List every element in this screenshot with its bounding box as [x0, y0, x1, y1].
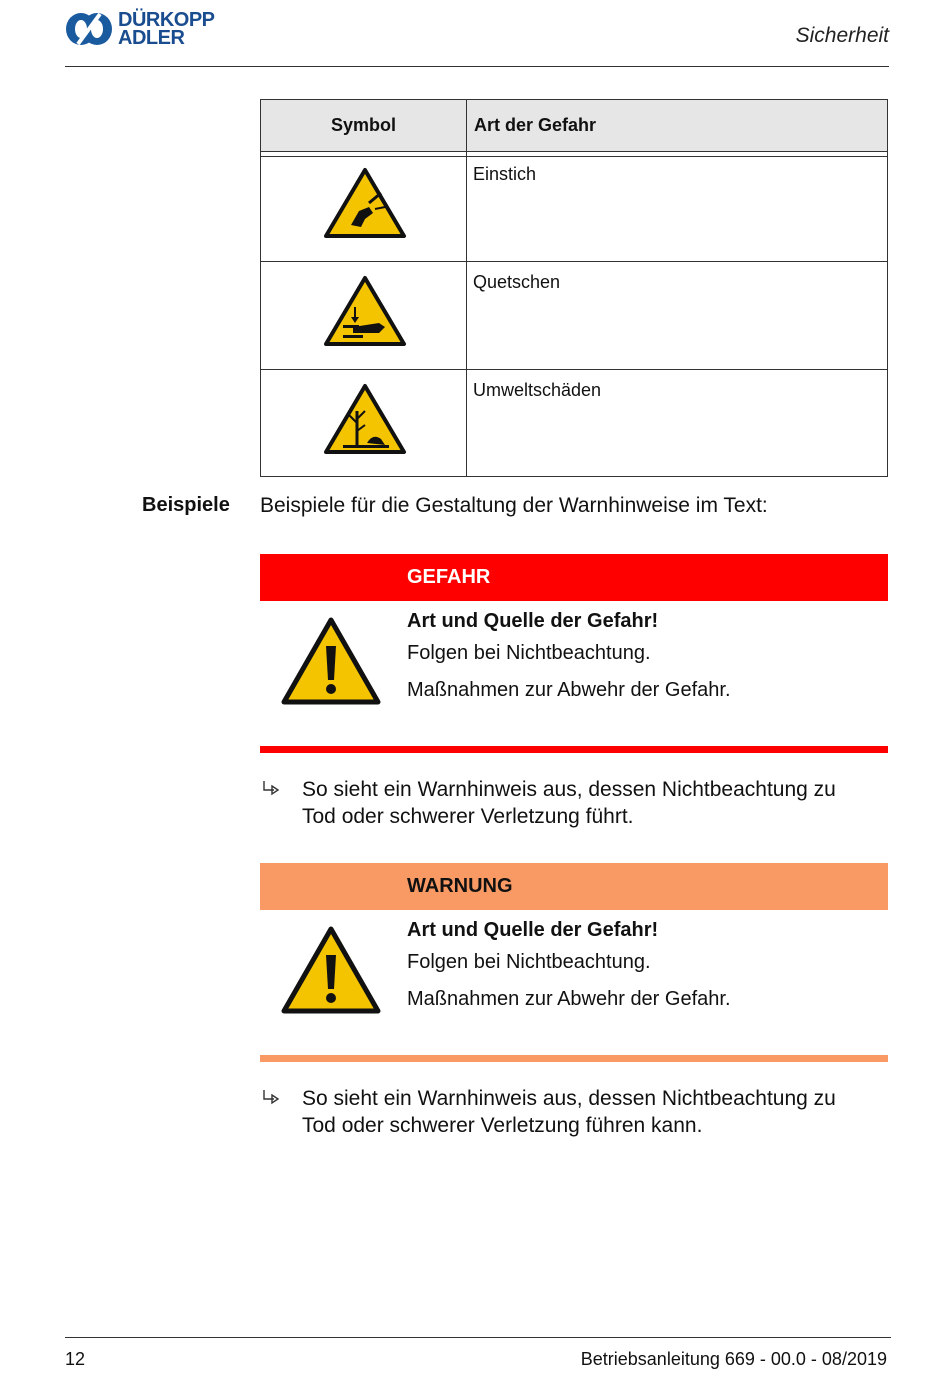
danger-banner: [260, 554, 888, 601]
warning-title: WARNUNG: [407, 875, 513, 897]
column-divider: [466, 100, 467, 476]
warning-note-line2: Tod oder schwerer Verletzung führen kann.: [302, 1114, 703, 1137]
result-arrow-icon: [262, 1089, 280, 1107]
table-row-label-environment: Umweltschäden: [473, 380, 602, 400]
exclamation-warning-icon: [280, 925, 382, 1015]
danger-note: [302, 776, 882, 830]
warning-consequence: Folgen bei Nichtbeachtung.: [407, 951, 651, 973]
danger-bottom-bar: [260, 746, 888, 753]
footer-rule: [65, 1337, 891, 1338]
header-rule: [65, 66, 889, 67]
intro-text: Beispiele für die Gestaltung der Warnhinweise im Text:: [260, 494, 768, 517]
side-heading: Beispiele: [142, 494, 230, 516]
stab-hazard-icon: [323, 167, 407, 239]
crush-hazard-icon: [323, 275, 407, 347]
exclamation-warning-icon: [280, 616, 382, 706]
logo-mark-icon: [65, 12, 113, 46]
table-row-label-crush: Quetschen: [473, 272, 561, 292]
row-divider: [261, 261, 887, 262]
column-header-symbol: Symbol: [261, 100, 466, 151]
hazard-table: [260, 99, 888, 477]
document-reference: Betriebsanleitung 669 - 00.0 - 08/2019: [580, 1349, 887, 1369]
danger-source: Art und Quelle der Gefahr!: [407, 610, 659, 632]
brand-name-line1: DÜRKOPP: [118, 9, 215, 31]
header-divider-double: [261, 156, 887, 157]
page-number: 12: [65, 1349, 86, 1369]
warning-note-line1: So sieht ein Warnhinweis aus, dessen Nichtbeachtung zu: [302, 1087, 836, 1110]
danger-note-line1: So sieht ein Warnhinweis aus, dessen Nichtbeachtung zu: [302, 778, 836, 801]
header-divider: [261, 151, 887, 152]
brand-name-line2: ADLER: [118, 27, 185, 49]
warning-banner: [260, 863, 888, 910]
section-title: Sicherheit: [795, 24, 889, 47]
warning-source: Art und Quelle der Gefahr!: [407, 919, 659, 941]
result-arrow-icon: [262, 780, 280, 798]
table-row-label-stab: Einstich: [473, 164, 537, 184]
warning-bottom-bar: [260, 1055, 888, 1062]
danger-note-line2: Tod oder schwerer Verletzung führt.: [302, 805, 634, 828]
danger-title: GEFAHR: [407, 566, 491, 588]
column-header-hazard-type: Art der Gefahr: [467, 100, 887, 151]
warning-measures: Maßnahmen zur Abwehr der Gefahr.: [407, 988, 731, 1010]
logo: [65, 8, 235, 50]
environmental-hazard-icon: [323, 383, 407, 455]
danger-measures: Maßnahmen zur Abwehr der Gefahr.: [407, 679, 731, 701]
danger-consequence: Folgen bei Nichtbeachtung.: [407, 642, 651, 664]
row-divider: [261, 369, 887, 370]
warning-note: [302, 1085, 882, 1139]
